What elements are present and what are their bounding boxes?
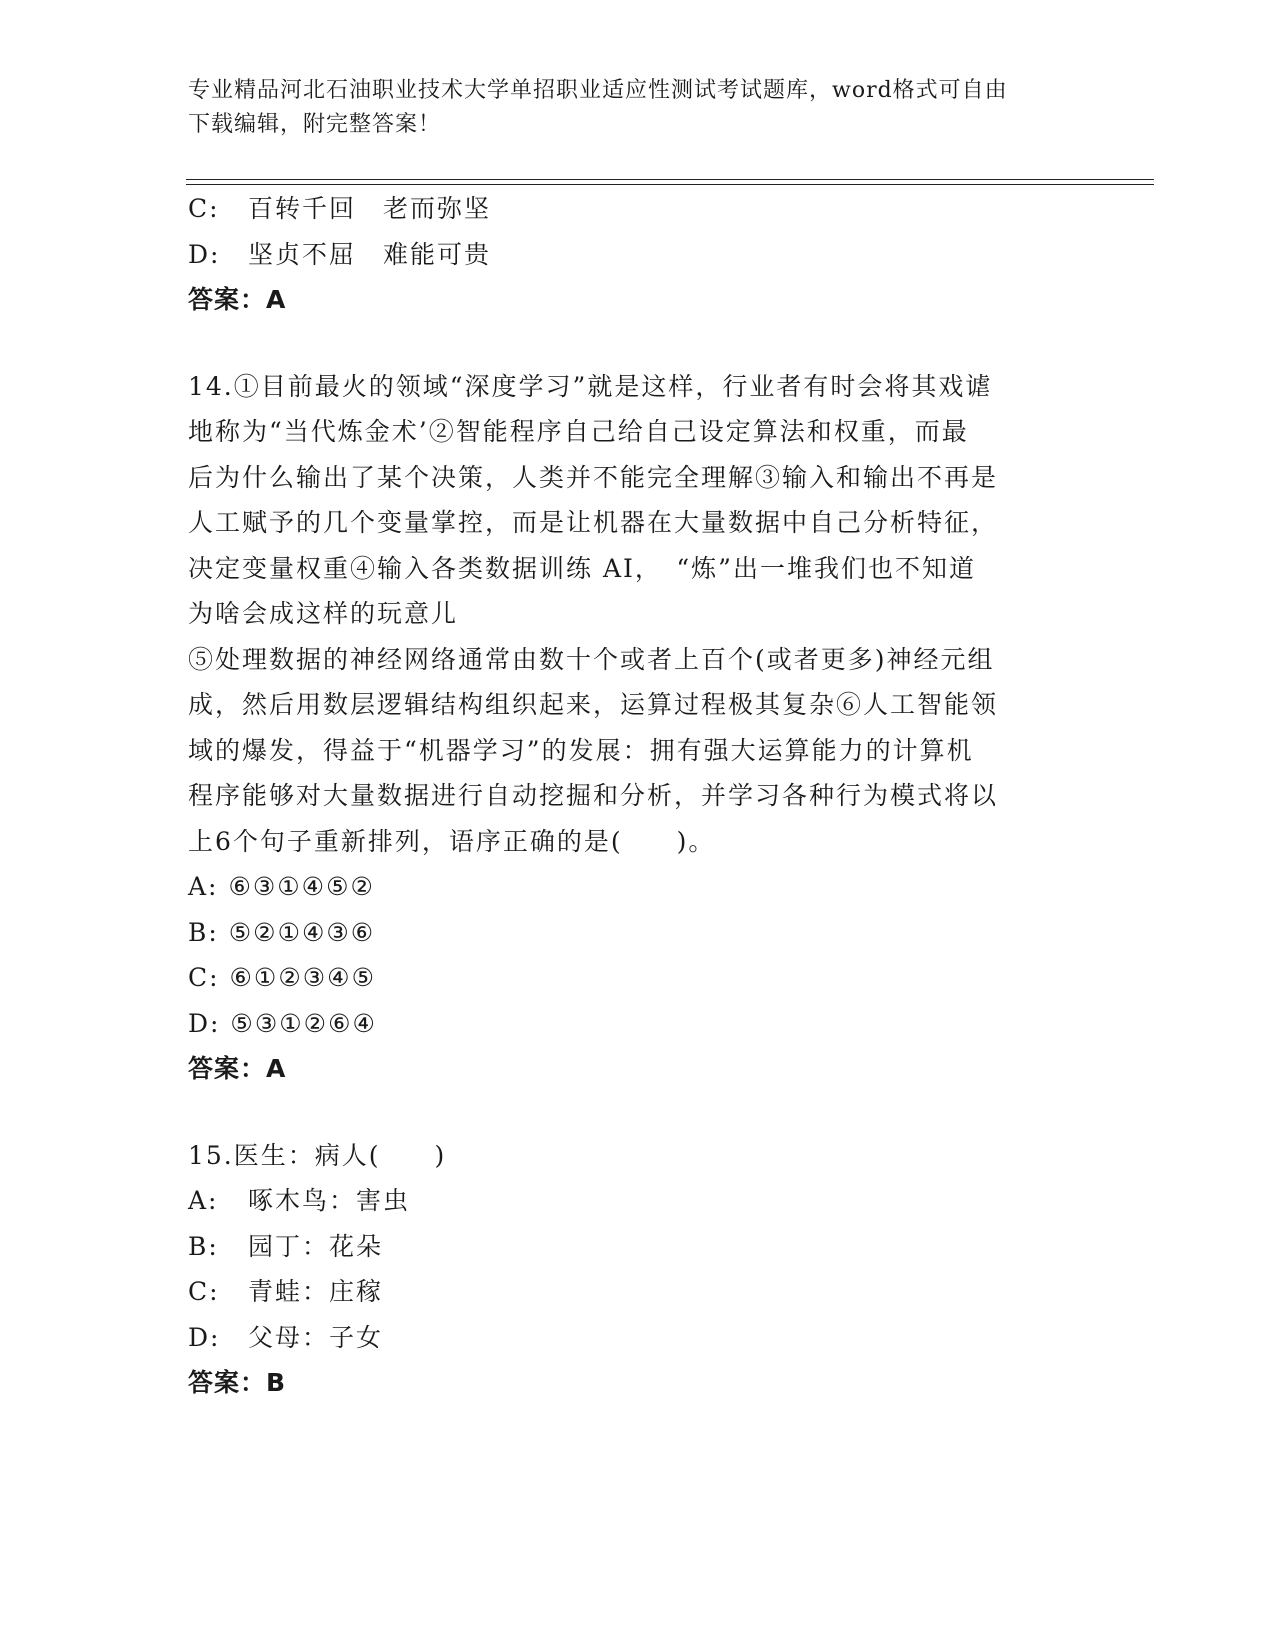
option-d <box>188 232 1078 278</box>
option-label: A: <box>188 1186 219 1215</box>
option-label: D: <box>188 239 221 269</box>
option-label: B: <box>188 917 219 947</box>
question-14 <box>188 364 1078 1092</box>
spacer <box>188 323 1078 364</box>
answer-line: 答案：A <box>188 285 287 314</box>
option-b <box>188 1224 1078 1270</box>
option-text: 父母：子女 <box>248 1322 384 1352</box>
option-text: ⑤③①②⑥④ <box>230 1008 377 1038</box>
option-c <box>188 186 1078 232</box>
header-rule-top <box>186 179 1154 180</box>
option-text: 百转千回 老而弥坚 <box>248 194 492 223</box>
answer-line: 答案：A <box>188 1054 287 1083</box>
option-text: ⑤②①④③⑥ <box>228 917 376 947</box>
header-line-2: 下载编辑，附完整答案！ <box>188 112 442 137</box>
header-rule-bottom <box>186 184 1154 185</box>
question-stem-line: 决定变量权重④输入各类数据训练 AI， “炼”出一堆我们也不知道 <box>188 553 976 583</box>
question-stem-line: 人工赋予的几个变量掌控，而是让机器在大量数据中自己分析特征， <box>188 508 999 537</box>
question-stem-line: 程序能够对大量数据进行自动挖掘和分析，并学习各种行为模式将以 <box>188 781 999 810</box>
option-d <box>188 1315 1078 1361</box>
question-stem-line: 为啥会成这样的玩意儿 <box>188 599 459 628</box>
option-a <box>188 864 1078 910</box>
question-stem-line: 域的爆发，得益于“机器学习”的发展：拥有强大运算能力的计算机 <box>188 735 974 765</box>
option-text: 园丁：花朵 <box>248 1231 384 1261</box>
question-stem-line: 15.医生：病人( ) <box>188 1140 447 1170</box>
option-text: 青蛙：庄稼 <box>248 1277 384 1306</box>
option-label: B: <box>188 1231 219 1261</box>
answer-line: 答案：B <box>188 1368 287 1397</box>
option-text: 啄木鸟：害虫 <box>248 1186 411 1215</box>
option-c <box>188 955 1078 1001</box>
question-13-tail <box>188 186 1078 323</box>
option-label: C: <box>188 194 220 223</box>
question-stem-line: ⑤处理数据的神经网络通常由数十个或者上百个(或者更多)神经元组 <box>188 644 995 674</box>
question-stem-line: 地称为“当代炼金术’②智能程序自己给自己设定算法和权重，而最 <box>188 417 969 446</box>
option-text: 坚贞不屈 难能可贵 <box>248 239 492 269</box>
option-label: C: <box>188 963 220 992</box>
option-text: ⑥①②③④⑤ <box>229 963 376 992</box>
option-label: A: <box>188 872 219 901</box>
option-c <box>188 1269 1078 1315</box>
option-a <box>188 1178 1078 1224</box>
option-b <box>188 910 1078 956</box>
option-label: C: <box>188 1277 220 1306</box>
option-text: ⑥③①④⑤② <box>228 872 375 901</box>
option-label: D: <box>188 1322 221 1352</box>
question-stem-line: 上6个句子重新排列，语序正确的是( )。 <box>188 826 716 856</box>
question-stem-line: 成，然后用数层逻辑结构组织起来，运算过程极其复杂⑥人工智能领 <box>188 690 999 719</box>
question-15 <box>188 1133 1078 1406</box>
question-content <box>188 186 1078 1406</box>
question-stem-line: 14.①目前最火的领域“深度学习”就是这样，行业者有时会将其戏谑 <box>188 371 993 401</box>
spacer <box>188 1092 1078 1133</box>
header-line-1: 专业精品河北石油职业技术大学单招职业适应性测试考试题库，word格式可自由 <box>188 78 1008 103</box>
option-label: D: <box>188 1008 221 1038</box>
question-stem-line: 后为什么输出了某个决策，人类并不能完全理解③输入和输出不再是 <box>188 462 999 492</box>
page-header <box>188 74 1068 142</box>
option-d <box>188 1001 1078 1047</box>
